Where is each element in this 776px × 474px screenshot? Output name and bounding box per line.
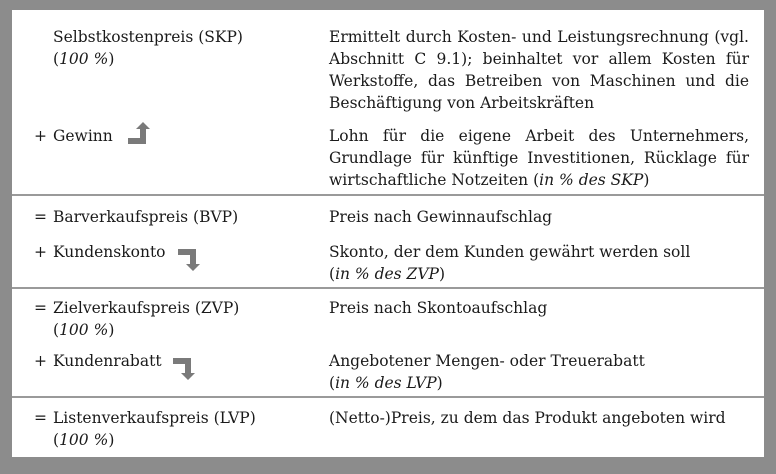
description-note: in % des ZVP — [335, 265, 439, 283]
term-kundenrabatt: Kundenrabatt — [53, 352, 162, 370]
operator: + — [34, 127, 47, 145]
operator: + — [34, 243, 47, 261]
arrow-down-icon — [176, 248, 202, 272]
term-percent: 100 % — [59, 431, 109, 449]
description-note: in % des LVP — [335, 374, 437, 392]
description-note: in % des SKP — [539, 171, 644, 189]
term-zvp: Zielverkaufspreis (ZVP) (100 %) — [53, 299, 240, 339]
term-kundenskonto: Kundenskonto — [53, 243, 166, 261]
description-lvp: (Netto-)Preis, zu dem das Produkt angeboten wird — [329, 409, 726, 427]
divider — [12, 194, 764, 196]
operator: = — [34, 409, 47, 427]
divider — [12, 396, 764, 398]
description-zvp: Preis nach Skontoaufschlag — [329, 299, 548, 317]
term-label: Selbstkostenpreis (SKP) — [53, 28, 243, 46]
divider — [12, 287, 764, 289]
term-label: Zielverkaufspreis (ZVP) — [53, 299, 240, 317]
calculation-scheme-table — [12, 10, 764, 457]
operator: + — [34, 352, 47, 370]
term-percent: 100 % — [59, 321, 109, 339]
operator: = — [34, 299, 47, 317]
description-gewinn: Lohn für die eigene Arbeit des Unternehmers, Grundlage für künftige Investitionen, Rücklage für wirtschaftliche Notzeiten (in % des SKP) — [329, 127, 749, 189]
arrow-up-icon — [126, 121, 152, 145]
term-lvp: Listenverkaufspreis (LVP) (100 %) — [53, 409, 256, 449]
term-percent: 100 % — [59, 50, 109, 68]
operator: = — [34, 208, 47, 226]
term-label: Listenverkaufspreis (LVP) — [53, 409, 256, 427]
description-bvp: Preis nach Gewinnaufschlag — [329, 208, 553, 226]
term-gewinn: Gewinn — [53, 127, 113, 145]
arrow-down-icon — [171, 357, 197, 381]
term-skp: Selbstkostenpreis (SKP) (100 %) — [53, 28, 243, 68]
description-skp: Ermittelt durch Kosten- und Leistungsrechnung (vgl. Abschnitt C 9.1); beinhaltet vor allem Kosten für Werkstoffe, das Betreiben von Maschinen und die Beschäftigung von Arbeitskräften — [329, 28, 749, 112]
description-kundenrabatt: Angebotener Mengen- oder Treuerabatt (in % des LVP) — [329, 352, 645, 392]
description-kundenskonto: Skonto, der dem Kunden gewährt werden soll (in % des ZVP) — [329, 243, 691, 283]
term-bvp: Barverkaufspreis (BVP) — [53, 208, 239, 226]
